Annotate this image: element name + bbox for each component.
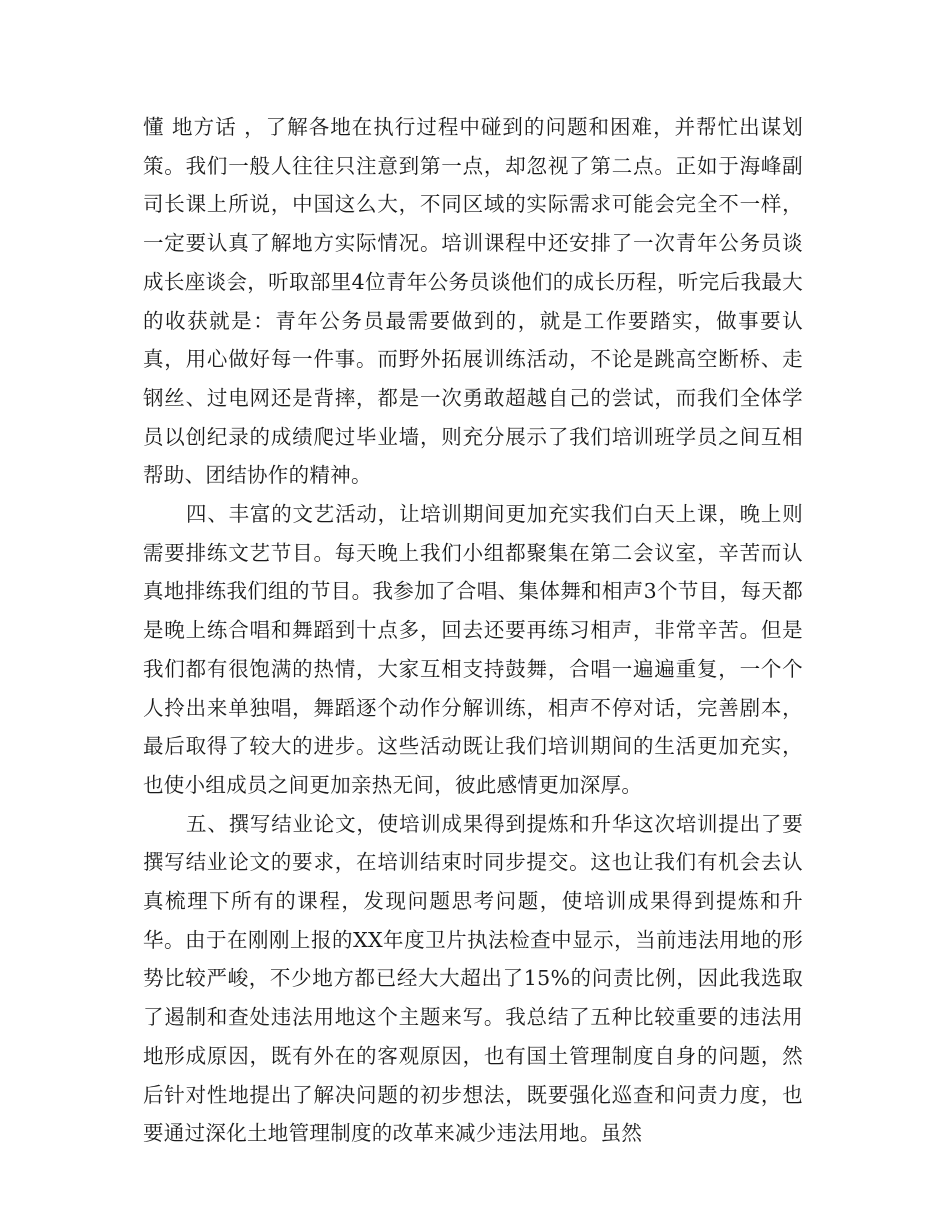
document-body — [143, 108, 803, 1153]
paragraph-section-five: 五、撰写结业论文，使培训成果得到提炼和升华这次培训提出了要撰写结业论文的要求，在培训结束时同步提交。这也让我们有机会去认真梳理下所有的课程，发现问题思考问题，使培训成果得到提炼和升华。由于在刚刚上报的XX年度卫片执法检查中显示，当前违法用地的形势比较严峻，不少地方都已经大大超出了15%的问责比例，因此我选取了遏制和查处违法用地这个主题来写。我总结了五种比较重要的违法用地形成原因，既有外在的客观原因，也有国土管理制度自身的问题，然后针对性地提出了解决问题的初步想法，既要强化巡查和问责力度，也要通过深化土地管理制度的改革来减少违法用地。虽然 — [143, 811, 803, 1146]
paragraph-continuation: 懂 地方话 ，了解各地在执行过程中碰到的问题和困难，并帮忙出谋划策。我们一般人往往只注意到第一点，却忽视了第二点。正如于海峰副司长课上所说，中国这么大，不同区域的实际需求可能会完全不一样，一定要认真了解地方实际情况。培训课程中还安排了一次青年公务员谈成长座谈会，听取部里4位青年公务员谈他们的成长历程，听完后我最大的收获就是：青年公务员最需要做到的，就是工作要踏实，做事要认真，用心做好每一件事。而野外拓展训练活动，不论是跳高空断桥、走钢丝、过电网还是背摔，都是一次勇敢超越自己的尝试，而我们全体学员以创纪录的成绩爬过毕业墙，则充分展示了我们培训班学员之间互相帮助、团结协作的精神。 — [143, 115, 803, 488]
paragraph-section-four: 四、丰富的文艺活动，让培训期间更加充实我们白天上课，晚上则需要排练文艺节目。每天晚上我们小组都聚集在第二会议室，辛苦而认真地排练我们组的节目。我参加了合唱、集体舞和相声3个节目，每天都是晚上练合唱和舞蹈到十点多，回去还要再练习相声，非常辛苦。但是我们都有很饱满的热情，大家互相支持鼓舞，合唱一遍遍重复，一个个人拎出来单独唱，舞蹈逐个动作分解训练，相声不停对话，完善剧本，最后取得了较大的进步。这些活动既让我们培训期间的生活更加充实，也使小组成员之间更加亲热无间，彼此感情更加深厚。 — [143, 502, 803, 797]
